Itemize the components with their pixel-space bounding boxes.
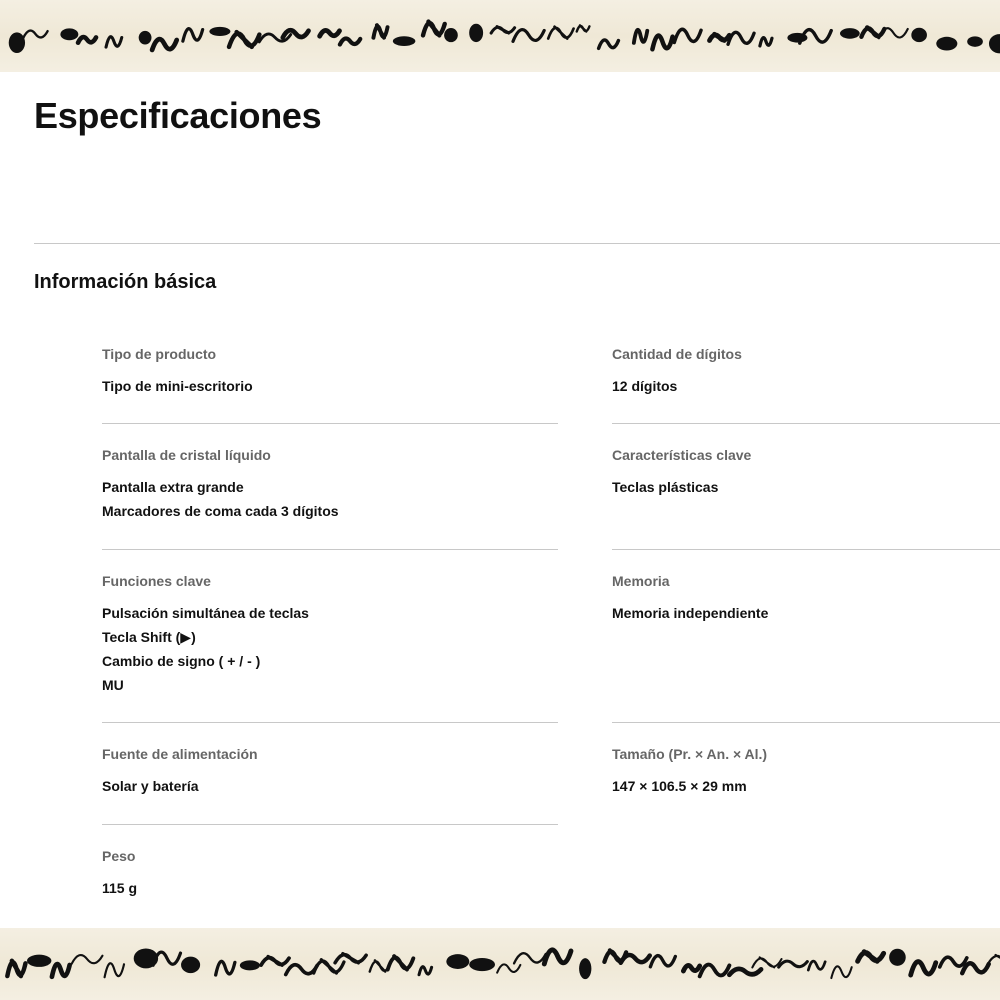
decorative-glyph [728, 32, 754, 44]
decorative-glyph [988, 955, 1000, 964]
spec-digit-count [612, 346, 1000, 424]
decorative-glyph [911, 28, 927, 42]
decorative-glyph [261, 957, 289, 965]
spec-value: 12 dígitos [612, 378, 678, 394]
decorative-glyph [444, 28, 458, 42]
decorative-glyph [419, 967, 432, 975]
spec-value: Pulsación simultánea de teclas [102, 605, 309, 621]
decorative-glyph [9, 32, 25, 53]
spec-divider [102, 423, 558, 424]
spec-value: Tipo de mini-escritorio [102, 378, 253, 394]
decorative-glyph [513, 30, 544, 42]
decorative-border-bottom [0, 928, 1000, 1000]
spec-value: 147 × 106.5 × 29 mm [612, 778, 747, 794]
decorative-glyph [709, 34, 729, 40]
decorative-glyph [469, 24, 483, 42]
decorative-glyph [760, 38, 772, 46]
title-divider [34, 243, 1000, 244]
decorative-glyph [388, 956, 414, 969]
decorative-glyph [27, 955, 51, 967]
spec-lcd [102, 447, 558, 550]
spec-value: MU [102, 677, 124, 693]
spec-value-list [612, 475, 718, 499]
decorative-glyph [229, 32, 259, 47]
spec-label: Tipo de producto [102, 346, 217, 362]
decorative-glyph-pattern [0, 928, 1000, 1000]
spec-divider [102, 549, 558, 550]
decorative-glyph [469, 958, 495, 971]
decorative-border-top [0, 0, 1000, 72]
page-title: Especificaciones [34, 95, 322, 136]
decorative-glyph [967, 36, 983, 46]
spec-value-list [102, 876, 137, 900]
decorative-glyph [446, 954, 469, 969]
decorative-glyph [700, 965, 730, 977]
decorative-glyph [577, 25, 590, 31]
decorative-glyph [78, 37, 96, 43]
spec-value-list [102, 601, 309, 697]
spec-label: Pantalla de cristal líquido [102, 447, 271, 463]
decorative-glyph [962, 963, 989, 973]
spec-label: Fuente de alimentación [102, 746, 258, 762]
decorative-glyph [373, 25, 387, 38]
spec-product-type [102, 346, 558, 424]
spec-size [612, 746, 1000, 825]
spec-label: Funciones clave [102, 573, 211, 589]
spec-divider [102, 722, 558, 723]
section-title: Información básica [34, 271, 217, 293]
decorative-glyph [209, 27, 230, 36]
decorative-glyph [808, 961, 825, 970]
decorative-glyph [936, 37, 957, 51]
decorative-glyph [153, 952, 180, 965]
decorative-glyph [683, 965, 699, 971]
spec-value-list [102, 475, 339, 523]
spec-divider [612, 549, 1000, 550]
decorative-glyph [106, 37, 122, 47]
spec-value: Pantalla extra grande [102, 479, 244, 495]
decorative-glyph [216, 961, 235, 975]
spec-value: Tecla Shift (▶) [102, 629, 196, 645]
spec-label: Peso [102, 848, 136, 864]
decorative-glyph [514, 953, 546, 963]
spec-label: Características clave [612, 447, 752, 463]
spec-label: Cantidad de dígitos [612, 346, 742, 362]
decorative-glyph [548, 27, 573, 39]
decorative-glyph [139, 31, 152, 45]
spec-value: Cambio de signo ( + / - ) [102, 653, 261, 669]
spec-memory [612, 573, 1000, 723]
decorative-glyph [497, 964, 520, 972]
decorative-glyph [650, 956, 675, 967]
spec-value: Solar y batería [102, 778, 199, 794]
decorative-glyph [599, 40, 619, 48]
decorative-glyph [674, 29, 701, 42]
decorative-glyph [779, 961, 808, 967]
decorative-glyph [314, 960, 344, 973]
decorative-glyph [752, 957, 781, 967]
decorative-glyph [183, 29, 203, 41]
spec-key-functions [102, 573, 558, 723]
spec-value-list [102, 774, 199, 798]
spec-value-list [612, 601, 768, 625]
spec-label: Tamaño (Pr. × An. × Al.) [612, 746, 768, 762]
decorative-glyph [23, 31, 47, 38]
decorative-glyph [320, 30, 340, 36]
decorative-glyph [940, 957, 967, 967]
spec-divider [612, 423, 1000, 424]
decorative-glyph [335, 954, 366, 963]
spec-value: 115 g [102, 880, 138, 896]
spec-value: Memoria independiente [612, 605, 769, 621]
spec-power-source [102, 746, 558, 825]
decorative-glyph [52, 964, 70, 977]
decorative-glyph [911, 962, 936, 975]
decorative-glyph [729, 969, 761, 975]
decorative-glyph [579, 958, 591, 979]
spec-value-list [612, 774, 747, 798]
decorative-glyph [393, 36, 415, 46]
decorative-glyph [544, 950, 571, 964]
spec-value-list [612, 374, 677, 398]
decorative-glyph [7, 961, 25, 976]
decorative-glyph [72, 955, 103, 964]
decorative-glyph [858, 952, 884, 961]
decorative-glyph [831, 966, 851, 978]
decorative-glyph [283, 30, 309, 37]
decorative-glyph [634, 30, 647, 43]
decorative-glyph [60, 28, 78, 40]
spec-value: Teclas plásticas [612, 479, 719, 495]
decorative-glyph [105, 963, 124, 977]
decorative-glyph [652, 36, 672, 50]
decorative-glyph [181, 957, 200, 973]
decorative-glyph [423, 22, 445, 36]
decorative-glyph [340, 38, 360, 44]
spec-divider [102, 824, 558, 825]
decorative-glyph [889, 949, 906, 966]
decorative-glyph [152, 39, 177, 50]
decorative-glyph-pattern [0, 0, 1000, 72]
spec-key-features [612, 447, 1000, 550]
spec-value-list [102, 374, 253, 398]
decorative-glyph [621, 955, 650, 963]
decorative-glyph [240, 960, 260, 970]
spec-label: Memoria [612, 573, 670, 589]
decorative-glyph [491, 27, 514, 33]
decorative-glyph [840, 28, 860, 39]
spec-value: Marcadores de coma cada 3 dígitos [102, 503, 339, 519]
decorative-glyph [989, 34, 1000, 53]
spec-weight [102, 848, 558, 908]
spec-divider [612, 722, 1000, 723]
